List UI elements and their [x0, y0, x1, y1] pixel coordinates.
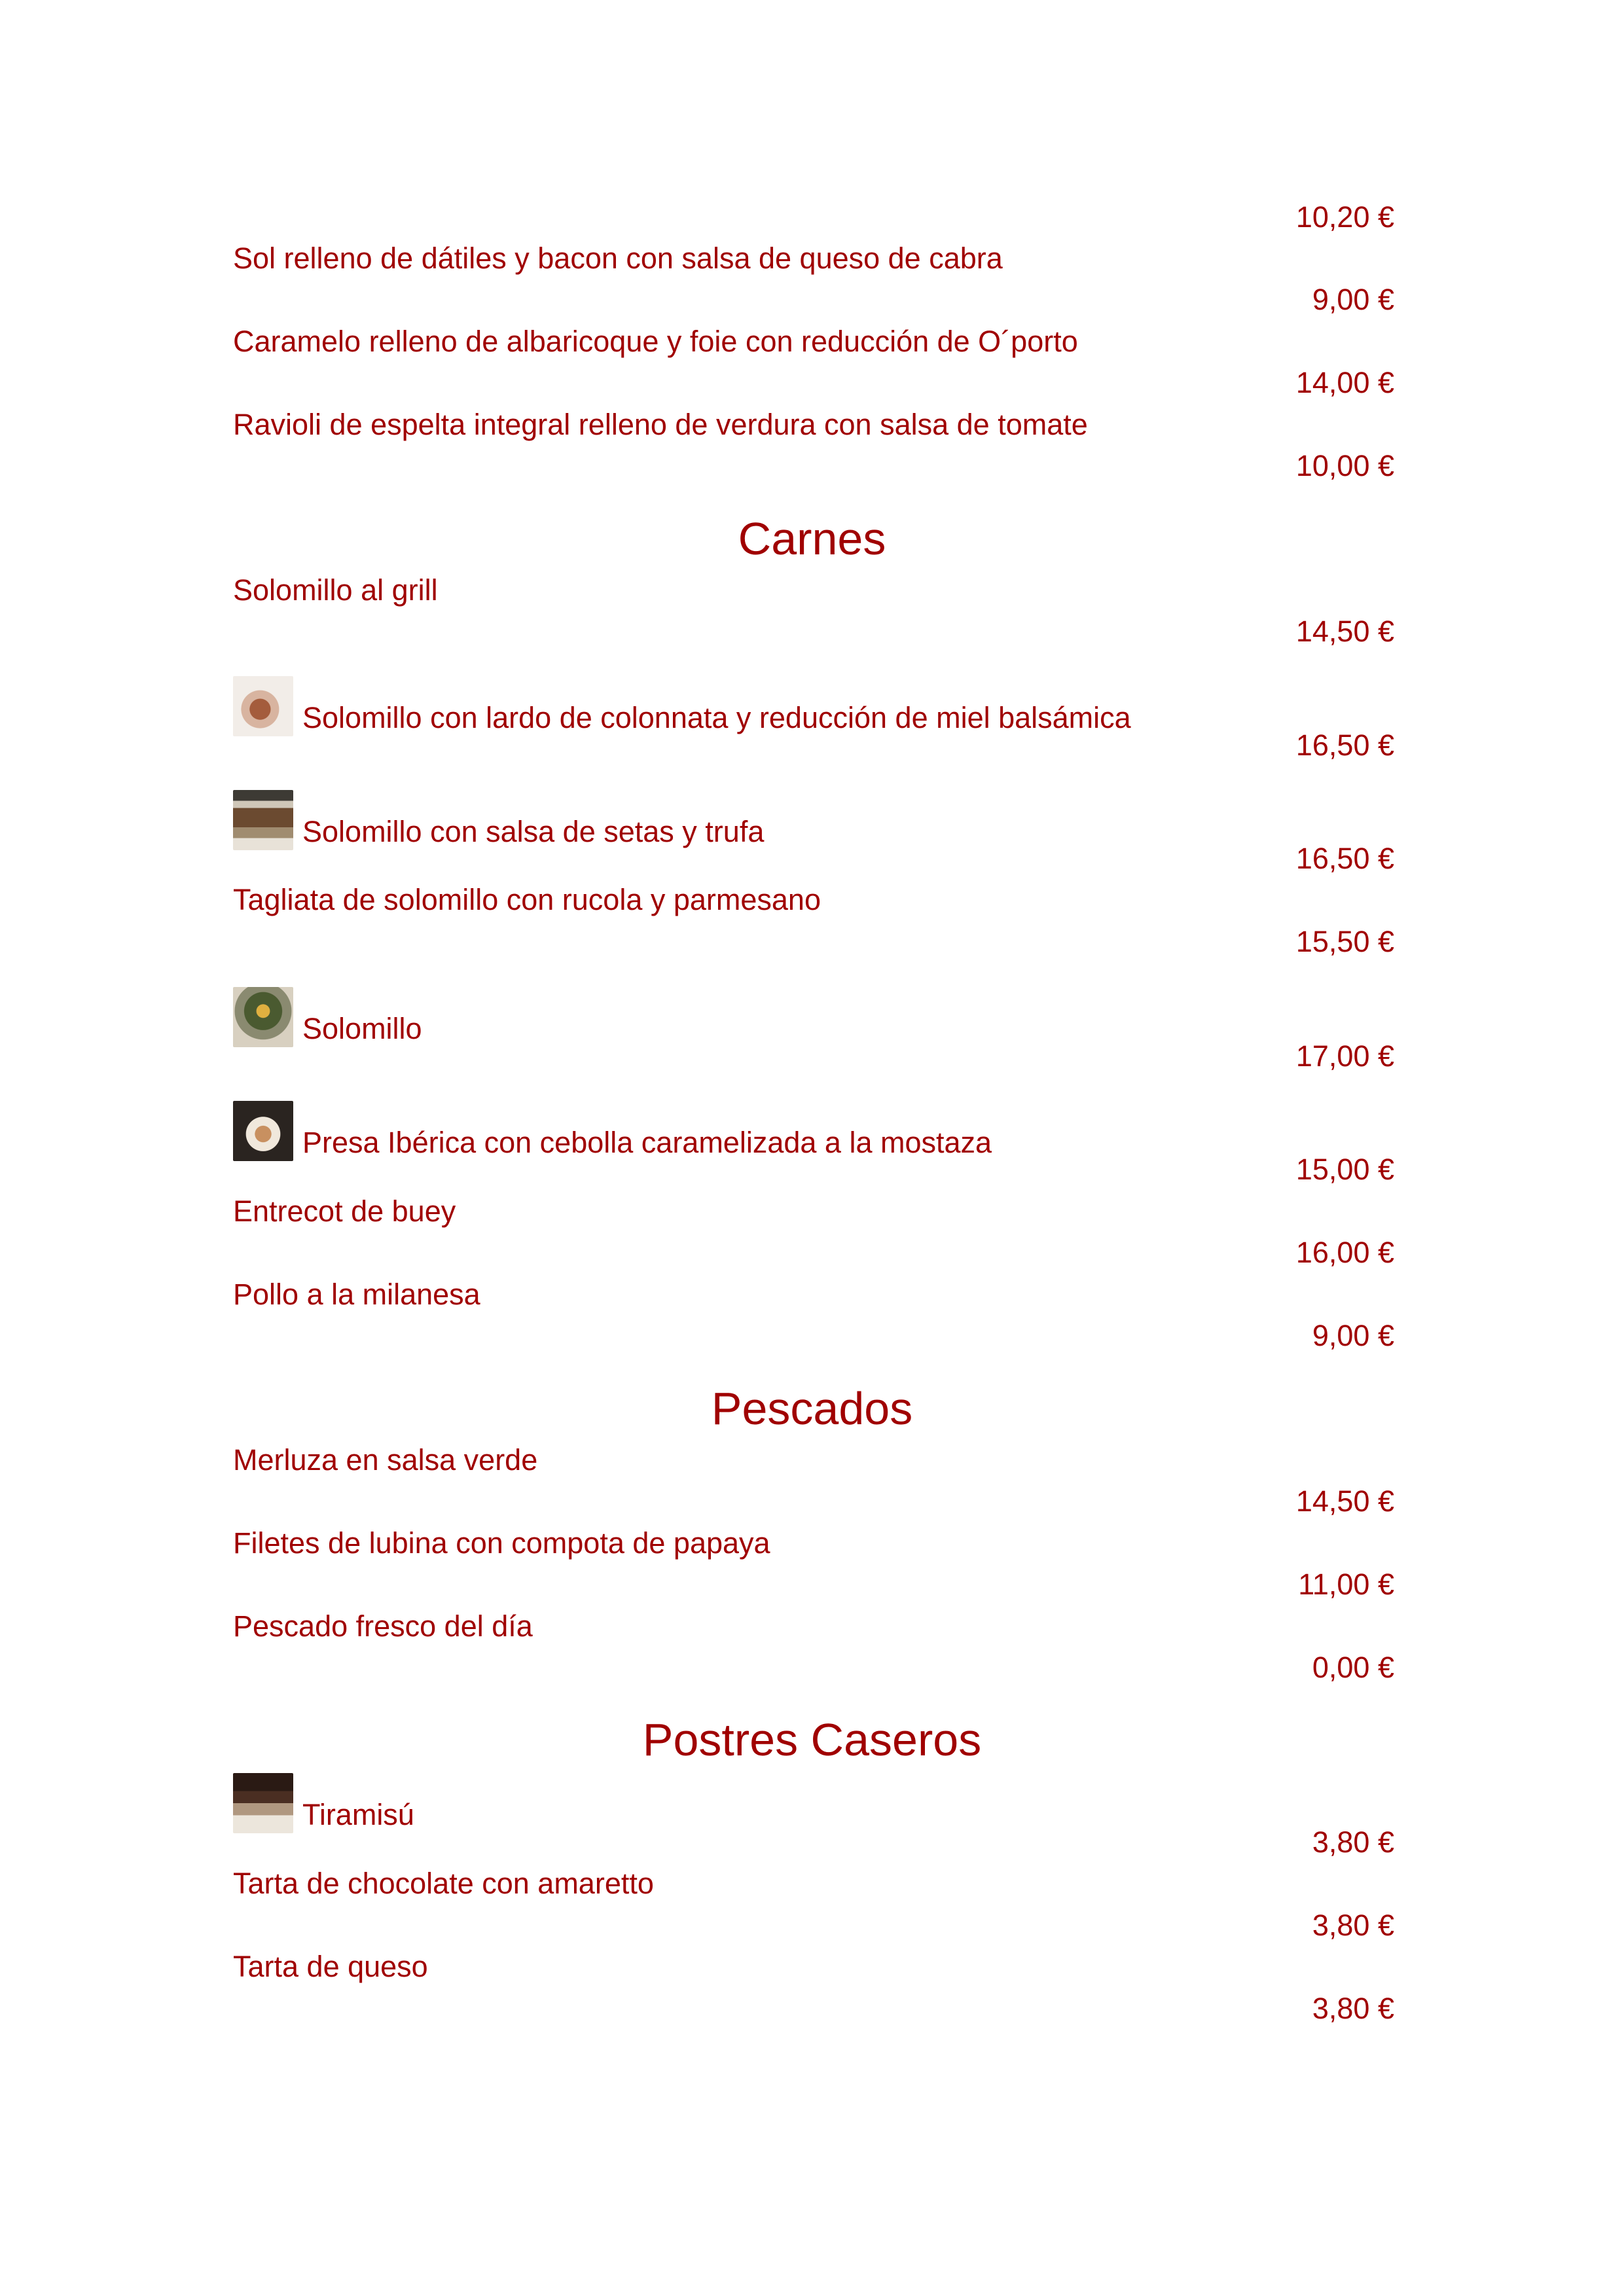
section-title-carnes: Carnes — [738, 513, 886, 564]
menu-item — [233, 1860, 1394, 1907]
menu-item-name: Tagliata de solomillo con rucola y parmesano — [233, 883, 821, 916]
menu-item-name: Pescado fresco del día — [233, 1609, 533, 1643]
menu-item-name: Ravioli de espelta integral relleno de verdura con salsa de tomate — [233, 408, 1088, 441]
price: 15,50 € — [1295, 925, 1394, 958]
menu-item-name: Solomillo — [302, 1012, 422, 1045]
price: 16,00 € — [1295, 1236, 1394, 1269]
menu-item-name: Pollo a la milanesa — [233, 1278, 480, 1311]
menu-item-name: Tarta de chocolate con amaretto — [233, 1867, 654, 1900]
menu-item-name: Merluza en salsa verde — [233, 1443, 538, 1477]
price: 14,50 € — [1295, 1484, 1394, 1518]
price: 3,80 € — [1312, 1992, 1394, 2025]
menu-item-name: Solomillo con lardo de colonnata y reducción de miel balsámica — [302, 701, 1131, 734]
menu-item-name: Solomillo al grill — [233, 573, 438, 607]
menu-item — [233, 1520, 1394, 1567]
price: 0,00 € — [1312, 1651, 1394, 1684]
menu-item — [233, 876, 1394, 924]
price: 17,00 € — [1295, 1039, 1394, 1073]
price: 10,20 € — [1295, 200, 1394, 234]
menu-item — [233, 567, 1394, 614]
section-title-pescados: Pescados — [711, 1383, 913, 1434]
menu-item — [233, 1943, 1394, 1990]
menu-item-name: Entrecot de buey — [233, 1194, 456, 1228]
menu-item — [233, 235, 1394, 282]
menu-item-name: Presa Ibérica con cebolla caramelizada a la mostaza — [302, 1126, 992, 1159]
price: 16,50 € — [1295, 842, 1394, 875]
price: 14,50 € — [1295, 615, 1394, 648]
section-title-postres: Postres Caseros — [642, 1714, 982, 1765]
menu-item-name: Filetes de lubina con compota de papaya — [233, 1526, 770, 1560]
menu-item-name: Tarta de queso — [233, 1950, 428, 1983]
menu-item — [233, 318, 1394, 365]
price: 16,50 € — [1295, 728, 1394, 762]
menu-item — [233, 1188, 1394, 1235]
menu-item-name: Tiramisú — [302, 1798, 414, 1831]
price: 3,80 € — [1312, 1825, 1394, 1859]
menu-item-name: Caramelo relleno de albaricoque y foie con reducción de O´porto — [233, 325, 1078, 358]
menu-item — [233, 1603, 1394, 1650]
price: 15,00 € — [1295, 1153, 1394, 1186]
price: 3,80 € — [1312, 1909, 1394, 1942]
price: 11,00 € — [1298, 1568, 1394, 1601]
price: 10,00 € — [1295, 449, 1394, 482]
menu-item — [233, 1437, 1394, 1484]
menu-item — [233, 1271, 1394, 1318]
menu-item-name: Sol relleno de dátiles y bacon con salsa de queso de cabra — [233, 242, 1003, 275]
price: 9,00 € — [1312, 283, 1394, 316]
menu-item — [233, 401, 1394, 448]
price: 9,00 € — [1312, 1319, 1394, 1352]
menu-item-name: Solomillo con salsa de setas y trufa — [302, 815, 765, 848]
price: 14,00 € — [1295, 366, 1394, 399]
